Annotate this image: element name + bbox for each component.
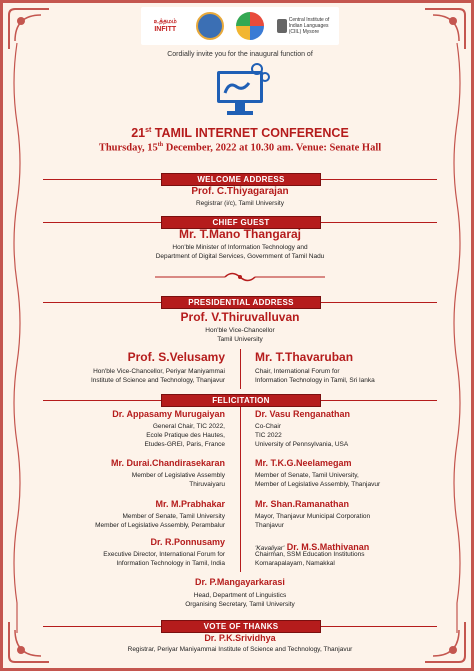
column-divider — [240, 407, 241, 572]
felicitation-desc: Member of Legislative Assembly, Perambalur — [95, 522, 225, 529]
ciil-logo: Central Institute of Indian Languages (CIIL) Mysore — [277, 17, 333, 35]
felicitation-desc: Member of Senate, Tamil University — [122, 513, 225, 520]
felicitation-desc: Mayor, Thanjavur Municipal Corporation — [255, 513, 371, 520]
guest-desc: Chair, International Forum for — [255, 368, 340, 375]
felicitation-desc: Ecole Pratique des Hautes, — [146, 432, 225, 439]
guest-desc: Institute of Science and Technology, Thanjavur — [90, 377, 225, 384]
felicitation-desc: General Chair, TIC 2022, — [152, 423, 225, 430]
welcome-speaker-desc: Registrar (i/c), Tamil University — [195, 200, 284, 207]
welcome-speaker-name: Prof. C.Thiyagarajan — [191, 186, 289, 197]
guest-desc: Hon'ble Vice-Chancellor, Periyar Maniyammai — [93, 368, 225, 375]
guest-name: Mr. T.Thavaruban — [255, 350, 354, 364]
welcome-heading: WELCOME ADDRESS — [161, 173, 321, 186]
swirl-divider-icon — [155, 271, 325, 283]
felicitation-name: Dr. R.Ponnusamy — [150, 537, 225, 547]
presidential-speaker-name: Prof. V.Thiruvalluvan — [180, 310, 300, 324]
thanks-speaker-name: Dr. P.K.Srividhya — [204, 633, 276, 643]
chief-guest-name: Mr. T.Mano Thangaraj — [178, 227, 301, 241]
chief-guest-desc: Department of Digital Services, Government of Tamil Nadu — [155, 253, 325, 260]
vote-of-thanks-heading: VOTE OF THANKS — [161, 620, 321, 633]
felicitation-heading: FELICITATION — [161, 394, 321, 407]
felicitation-desc: Co-Chair — [255, 423, 282, 430]
felicitation-desc: Member of Legislative Assembly, Thanjavur — [255, 481, 381, 488]
felicitation-desc: Chairman, SSM Education Institutions — [255, 551, 365, 558]
felicitation-name: Mr. Durai.Chandirasekaran — [110, 458, 225, 468]
presidential-speaker-desc: Tamil University — [217, 336, 263, 343]
felicitation-desc: Thanjavur — [255, 522, 284, 529]
tamil-computer-logo-icon — [209, 63, 271, 121]
presidential-speaker-desc: Hon'ble Vice-Chancellor — [205, 327, 275, 334]
felicitation-desc: Member of Legislative Assembly — [131, 472, 225, 479]
felicitation-desc: Information Technology in Tamil, India — [116, 560, 225, 567]
felicitation-desc: Organising Secretary, Tamil University — [185, 601, 295, 608]
felicitation-name: Mr. Shan.Ramanathan — [255, 499, 350, 509]
felicitation-desc: Komarapalayam, Namakkal — [255, 560, 335, 567]
chief-guest-desc: Hon'ble Minister of Information Technology and — [172, 244, 308, 251]
felicitation-desc: TIC 2022 — [255, 432, 282, 439]
felicitation-desc: Thiruvaiyaru — [189, 481, 225, 488]
event-date-venue: Thursday, 15th December, 2022 at 10.30 am. Venue: Senate Hall — [98, 142, 382, 154]
felicitation-desc: Member of Senate, Tamil University, — [255, 472, 359, 479]
felicitation-desc: Head, Department of Linguistics — [193, 592, 287, 599]
felicitation-name: Dr. P.Mangayarkarasi — [195, 577, 285, 587]
column-divider — [240, 349, 241, 389]
presidential-heading: PRESIDENTIAL ADDRESS — [161, 296, 321, 309]
guest-desc: Information Technology in Tamil, Sri lanka — [255, 377, 375, 384]
felicitation-desc: Executive Director, International Forum for — [103, 551, 225, 558]
felicitation-name: Dr. Vasu Renganathan — [255, 409, 351, 419]
felicitation-name: 'Kavaliyar' Dr. M.S.Mathivanan — [255, 542, 370, 552]
guest-name: Prof. S.Velusamy — [127, 350, 225, 364]
logo-strip — [141, 7, 339, 45]
invite-text: Cordially invite you for the inaugural function of — [167, 51, 313, 58]
infitt-logo: உத்தமம் INFITT — [153, 19, 177, 33]
felicitation-name: Mr. M.Prabhakar — [155, 499, 225, 509]
felicitation-name: Dr. Appasamy Murugaiyan — [112, 409, 225, 419]
felicitation-name: Mr. T.K.G.Neelamegam — [255, 458, 352, 468]
conference-title: 21st TAMIL INTERNET CONFERENCE — [131, 126, 349, 140]
chief-guest-heading: CHIEF GUEST — [161, 216, 321, 229]
emblem-logo — [196, 12, 224, 40]
felicitation-desc: Etudes-GREI, Paris, France — [144, 441, 225, 448]
felicitation-desc: University of Pennsylvania, USA — [255, 441, 349, 448]
thanks-speaker-desc: Registrar, Periyar Maniyammai Institute of Science and Technology, Thanjavur — [127, 646, 353, 653]
conference-logo — [236, 12, 264, 40]
